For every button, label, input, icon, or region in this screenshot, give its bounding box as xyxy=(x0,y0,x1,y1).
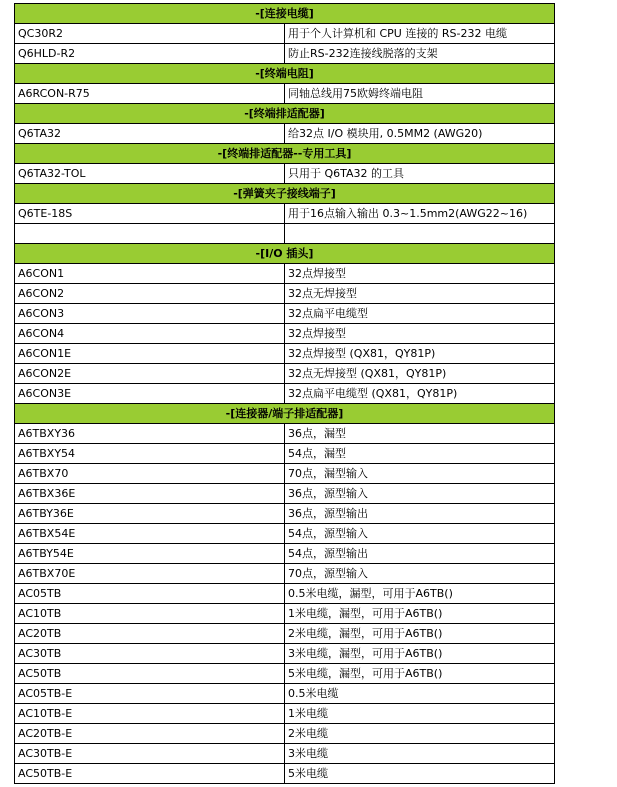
table-row xyxy=(15,704,555,724)
model-code: A6CON1 xyxy=(15,264,285,284)
model-description xyxy=(285,224,555,244)
model-description: 给32点 I/O 模块用, 0.5MM2 (AWG20) xyxy=(285,124,555,144)
model-description: 32点无焊接型 (QX81，QY81P) xyxy=(285,364,555,384)
section-header xyxy=(15,244,555,264)
table-row xyxy=(15,324,555,344)
table-row xyxy=(15,304,555,324)
table-row xyxy=(15,504,555,524)
table-row xyxy=(15,724,555,744)
table-row xyxy=(15,524,555,544)
model-code: Q6TA32 xyxy=(15,124,285,144)
table-row xyxy=(15,584,555,604)
model-code: A6TBX36E xyxy=(15,484,285,504)
model-code: AC20TB-E xyxy=(15,724,285,744)
model-description: 32点焊接型 (QX81，QY81P) xyxy=(285,344,555,364)
model-description: 32点无焊接型 xyxy=(285,284,555,304)
model-code: Q6HLD-R2 xyxy=(15,44,285,64)
model-description: 0.5米电缆，漏型，可用于A6TB() xyxy=(285,584,555,604)
table-row xyxy=(15,744,555,764)
table-row xyxy=(15,464,555,484)
model-description: 只用于 Q6TA32 的工具 xyxy=(285,164,555,184)
model-description: 5米电缆 xyxy=(285,764,555,784)
section-header xyxy=(15,4,555,24)
section-title: -[连接电缆] xyxy=(15,4,555,24)
table-bottom-edge xyxy=(14,783,555,786)
model-code: A6CON3E xyxy=(15,384,285,404)
model-code: Q6TA32-TOL xyxy=(15,164,285,184)
table-row xyxy=(15,24,555,44)
model-description: 36点，源型输出 xyxy=(285,504,555,524)
model-code: A6CON1E xyxy=(15,344,285,364)
model-description: 70点，源型输入 xyxy=(285,564,555,584)
model-description: 54点，源型输出 xyxy=(285,544,555,564)
table-row xyxy=(15,44,555,64)
table-row xyxy=(15,624,555,644)
model-code: A6TBXY54 xyxy=(15,444,285,464)
model-description: 54点，源型输入 xyxy=(285,524,555,544)
table-row xyxy=(15,224,555,244)
model-code xyxy=(15,224,285,244)
table-row xyxy=(15,384,555,404)
model-description: 3米电缆，漏型，可用于A6TB() xyxy=(285,644,555,664)
section-header xyxy=(15,404,555,424)
model-code: AC50TB-E xyxy=(15,764,285,784)
table-row xyxy=(15,764,555,784)
section-title: -[终端排适配器] xyxy=(15,104,555,124)
model-description: 36点，源型输入 xyxy=(285,484,555,504)
table-row xyxy=(15,424,555,444)
section-header xyxy=(15,104,555,124)
table-row xyxy=(15,124,555,144)
table-row xyxy=(15,644,555,664)
model-code: A6TBXY36 xyxy=(15,424,285,444)
model-code: AC05TB xyxy=(15,584,285,604)
model-code: AC05TB-E xyxy=(15,684,285,704)
table-row xyxy=(15,344,555,364)
model-description: 1米电缆 xyxy=(285,704,555,724)
model-description: 防止RS-232连接线脱落的支架 xyxy=(285,44,555,64)
model-description: 用于16点输入输出 0.3~1.5mm2(AWG22~16) xyxy=(285,204,555,224)
section-header xyxy=(15,184,555,204)
table-row xyxy=(15,364,555,384)
model-code: AC10TB xyxy=(15,604,285,624)
table-row xyxy=(15,684,555,704)
model-code: AC50TB xyxy=(15,664,285,684)
model-description: 5米电缆，漏型，可用于A6TB() xyxy=(285,664,555,684)
section-header xyxy=(15,144,555,164)
model-code: A6CON2 xyxy=(15,284,285,304)
table-row xyxy=(15,544,555,564)
model-code: A6CON3 xyxy=(15,304,285,324)
table-row xyxy=(15,204,555,224)
model-description: 54点，漏型 xyxy=(285,444,555,464)
table-row xyxy=(15,164,555,184)
section-title: -[I/O 插头] xyxy=(15,244,555,264)
table-row xyxy=(15,264,555,284)
table-row xyxy=(15,484,555,504)
model-description: 36点，漏型 xyxy=(285,424,555,444)
accessory-table-2 xyxy=(14,243,555,784)
model-description: 2米电缆 xyxy=(285,724,555,744)
model-code: Q6TE-18S xyxy=(15,204,285,224)
model-code: AC10TB-E xyxy=(15,704,285,724)
model-code: A6TBY54E xyxy=(15,544,285,564)
model-description: 同轴总线用75欧姆终端电阻 xyxy=(285,84,555,104)
model-description: 用于个人计算机和 CPU 连接的 RS-232 电缆 xyxy=(285,24,555,44)
model-code: A6TBX70E xyxy=(15,564,285,584)
section-title: -[终端电阻] xyxy=(15,64,555,84)
model-code: A6CON2E xyxy=(15,364,285,384)
section-header xyxy=(15,64,555,84)
model-description: 0.5米电缆 xyxy=(285,684,555,704)
model-code: A6TBX54E xyxy=(15,524,285,544)
model-description: 70点，漏型输入 xyxy=(285,464,555,484)
table-row xyxy=(15,84,555,104)
model-description: 32点扁平电缆型 xyxy=(285,304,555,324)
section-title: -[终端排适配器--专用工具] xyxy=(15,144,555,164)
table-row xyxy=(15,444,555,464)
model-description: 32点焊接型 xyxy=(285,264,555,284)
model-code: A6CON4 xyxy=(15,324,285,344)
table-row xyxy=(15,604,555,624)
model-code: A6TBX70 xyxy=(15,464,285,484)
model-description: 1米电缆，漏型，可用于A6TB() xyxy=(285,604,555,624)
section-title: -[弹簧夹子接线端子] xyxy=(15,184,555,204)
model-code: A6RCON-R75 xyxy=(15,84,285,104)
model-code: AC30TB-E xyxy=(15,744,285,764)
model-description: 3米电缆 xyxy=(285,744,555,764)
model-code: AC20TB xyxy=(15,624,285,644)
table-row xyxy=(15,564,555,584)
model-description: 2米电缆，漏型，可用于A6TB() xyxy=(285,624,555,644)
model-code: QC30R2 xyxy=(15,24,285,44)
model-description: 32点扁平电缆型 (QX81，QY81P) xyxy=(285,384,555,404)
accessory-table-1 xyxy=(14,3,555,244)
model-code: AC30TB xyxy=(15,644,285,664)
model-code: A6TBY36E xyxy=(15,504,285,524)
model-description: 32点焊接型 xyxy=(285,324,555,344)
table-row xyxy=(15,284,555,304)
section-title: -[连接器/端子排适配器] xyxy=(15,404,555,424)
table-row xyxy=(15,664,555,684)
